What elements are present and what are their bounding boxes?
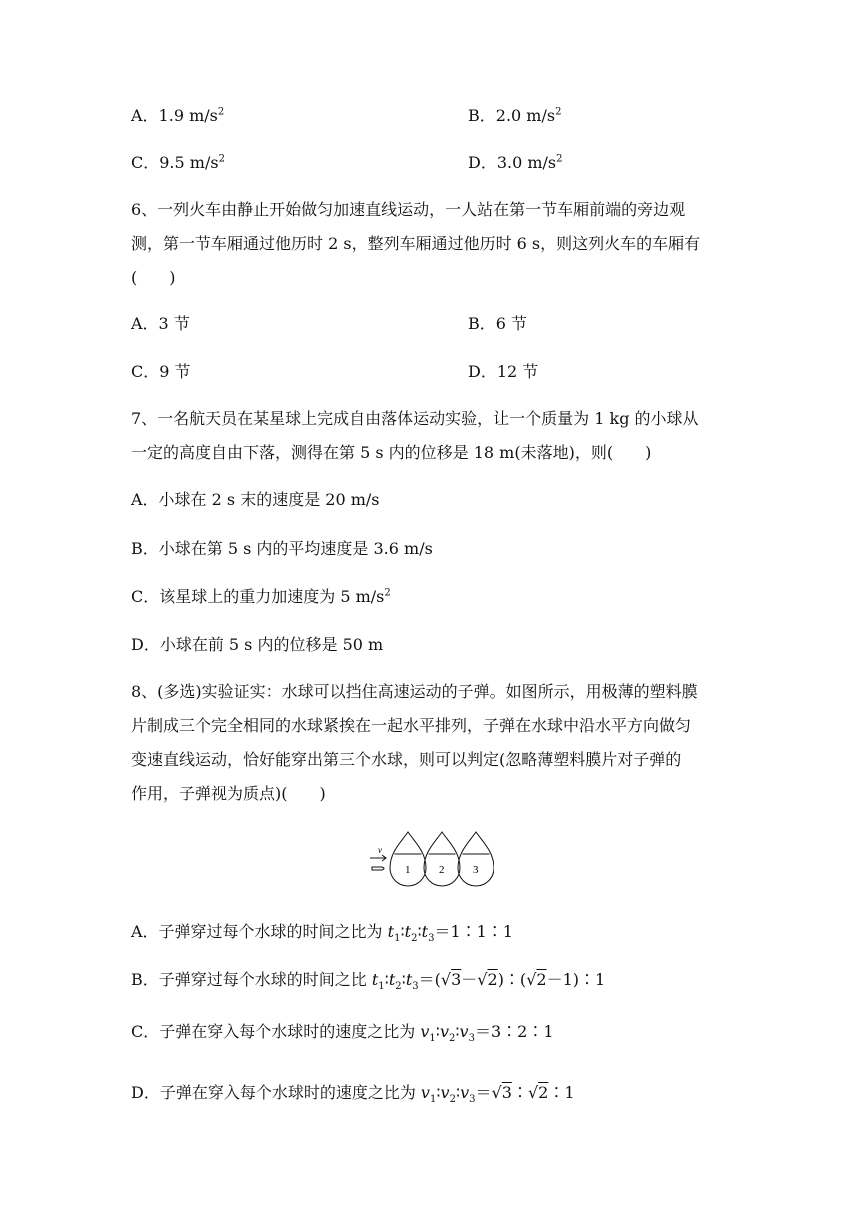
q8-option-a-prefix: A．子弹穿过每个水球的时间之比为 <box>131 922 388 941</box>
sub-1: 1 <box>429 1094 437 1106</box>
radicand-2: 2 <box>538 1083 549 1102</box>
ratio-middle: )∶( <box>497 970 527 989</box>
v-var: v <box>460 1083 470 1102</box>
q5-option-c[interactable] <box>131 153 225 173</box>
q5-option-a-text: A．1.9 m/s <box>131 106 218 125</box>
ratio-colon: ∶ <box>384 970 389 989</box>
sub-2: 2 <box>449 1094 456 1106</box>
q7-stem-line-2: 一定的高度自由下落，测得在第 5 s 内的位移是 18 m(未落地)，则( ) <box>131 443 652 462</box>
radicand-2: 2 <box>487 970 498 989</box>
q5-option-b-sup: 2 <box>555 106 562 118</box>
sub-2: 2 <box>411 933 418 945</box>
v-var: v <box>439 1022 449 1041</box>
ratio-colon: ∶ <box>435 1022 440 1041</box>
q8-option-d[interactable] <box>131 1083 575 1106</box>
q7-option-b[interactable]: B．小球在第 5 s 内的平均速度是 3.6 m/s <box>131 539 433 558</box>
q8-stem-line-1: 8、(多选)实验证实：水球可以挡住高速运动的子弹。如图所示，用极薄的塑料膜 <box>131 682 698 701</box>
q5-option-a[interactable] <box>131 106 224 126</box>
q5-option-b-text: B．2.0 m/s <box>468 106 556 125</box>
t-var: t <box>421 922 429 941</box>
q5-option-c-text: C．9.5 m/s <box>131 153 219 172</box>
sub-3: 3 <box>468 1033 475 1045</box>
ratio-colon: ∶ <box>455 1022 460 1041</box>
v-var: v <box>440 1083 450 1102</box>
q5-option-d-sup: 2 <box>556 153 563 165</box>
q8-option-a-tail: ＝1∶1∶1 <box>434 922 513 941</box>
equals-paren: ＝( <box>418 970 441 989</box>
t-var: t <box>404 922 412 941</box>
q7-option-c[interactable] <box>131 587 391 607</box>
radicand-3: 3 <box>451 970 462 989</box>
q6-option-a[interactable]: A．3 节 <box>131 314 190 333</box>
q5-option-c-sup: 2 <box>218 153 225 165</box>
radicand-2b: 2 <box>536 970 547 989</box>
ball-label-3: 3 <box>473 864 479 876</box>
sub-3: 3 <box>412 981 419 993</box>
sqrt-sign: √ <box>477 970 488 989</box>
q7-option-a[interactable]: A．小球在 2 s 末的速度是 20 m/s <box>131 490 380 509</box>
q6-option-b[interactable]: B．6 节 <box>468 314 528 333</box>
ball-label-2: 2 <box>439 864 445 876</box>
q5-option-d[interactable] <box>468 153 563 173</box>
q8-option-b-tail: －1)∶1 <box>546 970 606 989</box>
ratio-colon: ∶ <box>511 1083 528 1102</box>
q6-stem-line-2: 测，第一节车厢通过他历时 2 s，整列车厢通过他历时 6 s，则这列火车的车厢有 <box>131 234 701 253</box>
radicand-3: 3 <box>501 1083 512 1102</box>
water-ball-2 <box>424 832 460 886</box>
q5-option-d-text: D．3.0 m/s <box>468 153 557 172</box>
q8-stem-line-3: 变速直线运动，恰好能穿出第三个水球，则可以判定(忽略薄塑料膜片对子弹的 <box>131 750 682 769</box>
sub-1: 1 <box>429 1033 436 1045</box>
v-var: v <box>459 1022 469 1041</box>
q8-option-b-prefix: B．子弹穿过每个水球的时间之比 <box>131 970 372 989</box>
ratio-colon: ∶ <box>455 1083 461 1102</box>
ratio-colon: ∶ <box>417 922 422 941</box>
sqrt-sign: √ <box>527 1083 539 1102</box>
q6-option-d[interactable]: D．12 节 <box>468 362 539 381</box>
t-var: t <box>388 970 396 989</box>
v-var: v <box>420 1083 430 1102</box>
q6-option-c[interactable]: C．9 节 <box>131 362 191 381</box>
velocity-label: v <box>378 845 382 855</box>
q7-option-d[interactable]: D．小球在前 5 s 内的位移是 50 m <box>131 635 384 654</box>
t-var: t <box>387 922 395 941</box>
ball-label-1: 1 <box>405 864 411 876</box>
q6-stem-line-1: 6、一列火车由静止开始做匀加速直线运动，一人站在第一节车厢前端的旁边观 <box>131 200 686 219</box>
sub-3: 3 <box>469 1094 476 1106</box>
q8-option-c-prefix: C．子弹在穿入每个水球时的速度之比为 <box>131 1022 421 1041</box>
q5-option-b[interactable] <box>468 106 561 126</box>
water-ball-3 <box>458 832 494 886</box>
equals-sign: ＝ <box>475 1083 492 1102</box>
t-var: t <box>405 970 413 989</box>
water-balls-figure <box>368 828 494 898</box>
q7-option-c-sup: 2 <box>384 587 391 599</box>
sqrt-sign: √ <box>526 970 537 989</box>
q8-option-d-tail: ∶1 <box>548 1083 575 1102</box>
sub-1: 1 <box>378 981 385 993</box>
q8-stem-line-2: 片制成三个完全相同的水球紧挨在一起水平排列，子弹在水球中沿水平方向做匀 <box>131 716 692 735</box>
v-var: v <box>420 1022 430 1041</box>
bullet-icon <box>372 867 384 870</box>
q7-stem-line-1: 7、一名航天员在某星球上完成自由落体运动实验，让一个质量为 1 kg 的小球从 <box>131 409 699 428</box>
q8-option-b[interactable] <box>131 970 606 993</box>
minus-sign: － <box>461 970 478 989</box>
q7-option-c-text: C．该星球上的重力加速度为 5 m/s <box>131 587 385 606</box>
q8-option-c[interactable] <box>131 1022 554 1045</box>
q5-option-a-sup: 2 <box>217 106 225 118</box>
q6-stem-line-3: ( ) <box>131 268 176 287</box>
water-ball-1 <box>390 832 426 886</box>
sub-2: 2 <box>448 1033 456 1045</box>
ratio-colon: ∶ <box>400 922 405 941</box>
t-var: t <box>371 970 379 989</box>
q8-option-a[interactable] <box>131 922 513 945</box>
q8-stem-line-4: 作用，子弹视为质点)( ) <box>131 784 326 803</box>
ratio-colon: ∶ <box>436 1083 441 1102</box>
sqrt-sign: √ <box>491 1083 502 1102</box>
sqrt-sign: √ <box>440 970 452 989</box>
sub-1: 1 <box>394 933 401 945</box>
q8-option-c-tail: ＝3∶2∶1 <box>474 1022 554 1041</box>
sub-3: 3 <box>428 933 435 945</box>
ratio-colon: ∶ <box>401 970 406 989</box>
sub-2: 2 <box>395 981 402 993</box>
q8-option-d-prefix: D．子弹在穿入每个水球时的速度之比为 <box>131 1083 421 1102</box>
